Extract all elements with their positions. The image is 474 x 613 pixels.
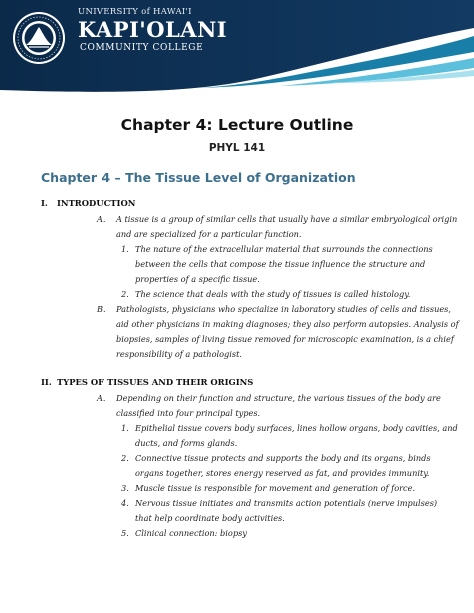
college-subtitle: COMMUNITY COLLEGE <box>80 43 204 53</box>
outline-line: that help coordinate body activities. <box>135 513 285 523</box>
section-marker: II. <box>41 377 52 387</box>
document-title: Chapter 4: Lecture Outline <box>120 116 354 134</box>
college-name: KAPI'OLANI <box>78 17 228 42</box>
outline-line: biopsies, samples of living tissue removed for microscopic examination, is a chief <box>116 334 454 344</box>
college-seal-logo <box>12 11 66 65</box>
subitem-marker: 1. <box>121 244 129 254</box>
item-marker: A. <box>97 214 106 224</box>
outline-line: classified into four principal types. <box>116 408 261 418</box>
subitem-marker: 4. <box>121 498 129 508</box>
outline-line: Depending on their function and structure, the various tissues of the body are <box>116 393 441 403</box>
course-code: PHYL 141 <box>208 142 266 154</box>
item-marker: A. <box>97 393 106 403</box>
outline-line: Nervous tissue initiates and transmits action potentials (nerve impulses) <box>135 498 438 508</box>
outline-line: ducts, and forms glands. <box>135 438 238 448</box>
outline-line: A tissue is a group of similar cells that usually have a similar embryological origin <box>116 214 458 224</box>
outline-line: Clinical connection: biopsy <box>135 528 247 538</box>
outline-line: organs together, stores energy reserved as fat, and provides immunity. <box>135 468 430 478</box>
outline-line: aid other physicians in making diagnoses; they also perform autopsies. Analysis of <box>116 319 459 329</box>
subitem-marker: 5. <box>121 528 129 538</box>
section-heading: INTRODUCTION <box>57 198 136 208</box>
outline-line: Epithelial tissue covers body surfaces, lines hollow organs, body cavities, and <box>135 423 458 433</box>
outline-line: Pathologists, physicians who specialize in laboratory studies of cells and tissues, <box>116 304 451 314</box>
subitem-marker: 3. <box>121 483 129 493</box>
item-marker: B. <box>97 304 106 314</box>
outline-line: The science that deals with the study of tissues is called histology. <box>135 289 411 299</box>
section-marker: I. <box>41 198 48 208</box>
outline-line: properties of a specific tissue. <box>135 274 260 284</box>
subitem-marker: 2. <box>121 453 129 463</box>
header-banner <box>0 0 474 100</box>
outline-line: Muscle tissue is responsible for movement and generation of force. <box>135 483 416 493</box>
subitem-marker: 1. <box>121 423 129 433</box>
outline-line: Connective tissue protects and supports the body and its organs, binds <box>135 453 431 463</box>
section-heading: TYPES OF TISSUES AND THEIR ORIGINS <box>57 377 254 387</box>
outline-line: responsibility of a pathologist. <box>116 349 243 359</box>
outline-line: and are specialized for a particular function. <box>116 229 302 239</box>
chapter-heading: Chapter 4 – The Tissue Level of Organization <box>41 170 356 185</box>
outline-line: between the cells that compose the tissue influence the structure and <box>135 259 426 269</box>
outline-line: The nature of the extracellular material that surrounds the connections <box>135 244 433 254</box>
subitem-marker: 2. <box>121 289 129 299</box>
university-name: UNIVERSITY of HAWAI'I <box>78 7 192 17</box>
